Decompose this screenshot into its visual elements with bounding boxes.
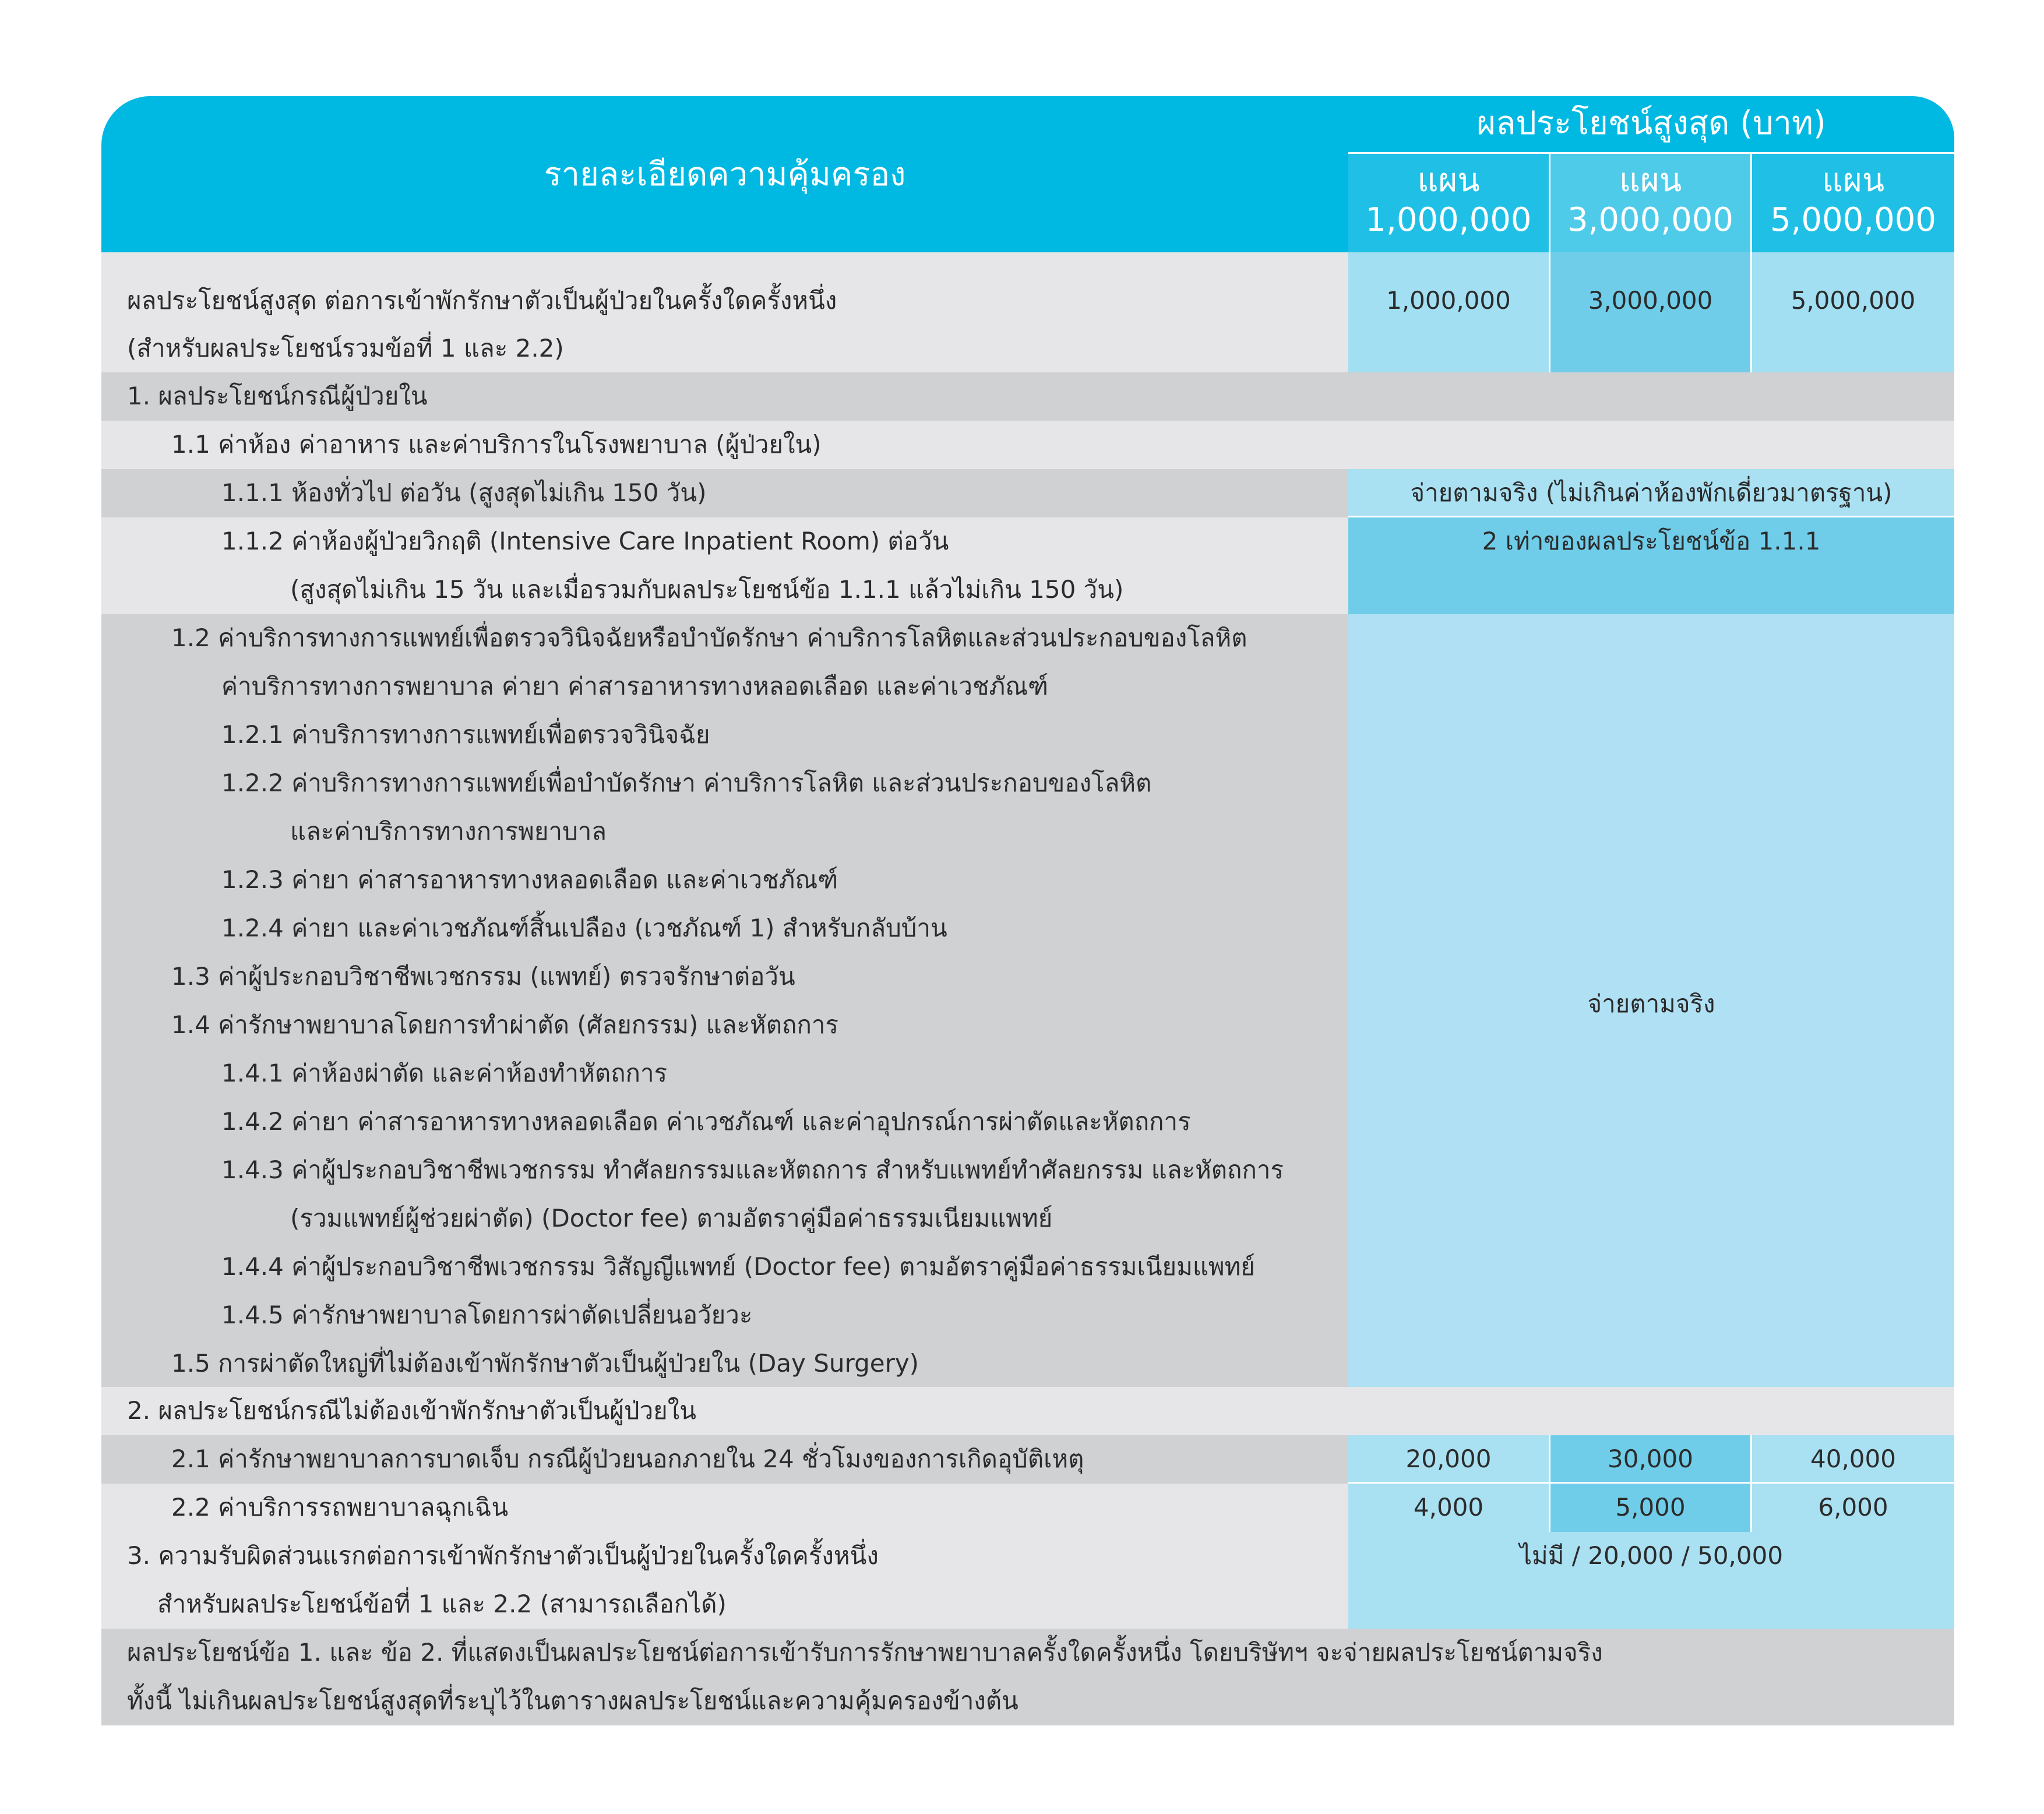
row-2-1-plan-1-value: 20,000 [1405, 1445, 1492, 1473]
row-1-4: 1.4 ค่ารักษาพยาบาลโดยการทำผ่าตัด (ศัลยกรรม) และหัตถการ [171, 1010, 839, 1039]
row-1-4-4: 1.4.4 ค่าผู้ประกอบวิชาชีพเวชกรรม วิสัญญีแพทย์ (Doctor fee) ตามอัตราคู่มือค่าธรรมเนียมแพทย์ [221, 1252, 1255, 1281]
row-2-1-plan-2-value: 30,000 [1608, 1445, 1693, 1473]
row-1-2-line1: 1.2 ค่าบริการทางการแพทย์เพื่อตรวจวินิจฉัยหรือบำบัดรักษา ค่าบริการโลหิตและส่วนประกอบของโลหิต [171, 624, 1247, 652]
max-plan-2-value: 3,000,000 [1588, 286, 1713, 315]
max-plan-1-value: 1,000,000 [1386, 286, 1511, 315]
header-plan-3-label: แผน [1821, 161, 1885, 199]
header-plan-2-label: แผน [1619, 161, 1682, 199]
row-1-1-2-label-line1: 1.1.2 ค่าห้องผู้ป่วยวิกฤติ (Intensive Care Inpatient Room) ต่อวัน [221, 527, 949, 555]
footnote-line2: ทั้งนี้ ไม่เกินผลประโยชน์สูงสุดที่ระบุไว้ในตารางผลประโยชน์และความคุ้มครองข้างต้น [127, 1686, 1019, 1715]
header-max-benefit-title: ผลประโยชน์สูงสุด (บาท) [1476, 104, 1826, 142]
row-1-3: 1.3 ค่าผู้ประกอบวิชาชีพเวชกรรม (แพทย์) ตรวจรักษาต่อวัน [171, 962, 795, 991]
block-value: จ่ายตามจริง [1587, 989, 1715, 1018]
header-plan-1-label: แผน [1417, 161, 1480, 199]
row-1-5: 1.5 การผ่าตัดใหญ่ที่ไม่ต้องเข้าพักรักษาตัวเป็นผู้ป่วยใน (Day Surgery) [171, 1349, 919, 1378]
row-1-1-2-label-line2: (สูงสุดไม่เกิน 15 วัน และเมื่อรวมกับผลประโยชน์ข้อ 1.1.1 แล้วไม่เกิน 150 วัน) [290, 575, 1124, 604]
row-1-4-1: 1.4.1 ค่าห้องผ่าตัด และค่าห้องทำหัตถการ [221, 1059, 668, 1087]
section-2-title: 2. ผลประโยชน์กรณีไม่ต้องเข้าพักรักษาตัวเป็นผู้ป่วยใน [127, 1396, 696, 1425]
header-plan-1-amount: 1,000,000 [1365, 201, 1532, 239]
row-1-4-2: 1.4.2 ค่ายา ค่าสารอาหารทางหลอดเลือด ค่าเวชภัณฑ์ และค่าอุปกรณ์การผ่าตัดและหัตถการ [221, 1107, 1191, 1136]
header-plan-3-amount: 5,000,000 [1770, 201, 1936, 239]
row-1-1-1-value: จ่ายตามจริง (ไม่เกินค่าห้องพักเดี่ยวมาตรฐาน) [1410, 478, 1893, 507]
max-benefit-label-line2: (สำหรับผลประโยชน์รวมข้อที่ 1 และ 2.2) [127, 334, 564, 362]
section-3-title-line1: 3. ความรับผิดส่วนแรกต่อการเข้าพักรักษาตัวเป็นผู้ป่วยในครั้งใดครั้งหนึ่ง [127, 1541, 879, 1570]
row-2-2-plan-1-value: 4,000 [1413, 1493, 1484, 1521]
row-2-1-plan-3-value: 40,000 [1810, 1445, 1896, 1473]
footnote-line1: ผลประโยชน์ข้อ 1. และ ข้อ 2. ที่แสดงเป็นผลประโยชน์ต่อการเข้ารับการรักษาพยาบาลครั้งใดครั้งหนึ่ง โดยบริษัทฯ จะจ่ายผลประโยชน์ตามจริง [127, 1638, 1603, 1667]
row-1-1-2-value: 2 เท่าของผลประโยชน์ข้อ 1.1.1 [1482, 527, 1821, 555]
row-1-4-3-line2: (รวมแพทย์ผู้ช่วยผ่าตัด) (Doctor fee) ตามอัตราคู่มือค่าธรรมเนียมแพทย์ [290, 1204, 1053, 1232]
max-benefit-label-line1: ผลประโยชน์สูงสุด ต่อการเข้าพักรักษาตัวเป็นผู้ป่วยในครั้งใดครั้งหนึ่ง [127, 286, 837, 315]
row-1-2-3: 1.2.3 ค่ายา ค่าสารอาหารทางหลอดเลือด และค่าเวชภัณฑ์ [221, 865, 838, 894]
section-3-title-line2: สำหรับผลประโยชน์ข้อที่ 1 และ 2.2 (สามารถเลือกได้) [157, 1590, 727, 1618]
row-2-2-plan-2-value: 5,000 [1615, 1493, 1686, 1521]
row-1-1-1-label: 1.1.1 ห้องทั่วไป ต่อวัน (สูงสุดไม่เกิน 150 วัน) [221, 478, 707, 507]
max-plan-3-value: 5,000,000 [1791, 286, 1916, 315]
header-detail-title: รายละเอียดความคุ้มครอง [544, 156, 906, 193]
row-2-2-plan-3-value: 6,000 [1818, 1493, 1888, 1521]
row-1-2-4: 1.2.4 ค่ายา และค่าเวชภัณฑ์สิ้นเปลือง (เวชภัณฑ์ 1) สำหรับกลับบ้าน [221, 914, 947, 942]
section-1-title: 1. ผลประโยชน์กรณีผู้ป่วยใน [127, 382, 428, 410]
row-2-1-label: 2.1 ค่ารักษาพยาบาลการบาดเจ็บ กรณีผู้ป่วยนอกภายใน 24 ชั่วโมงของการเกิดอุบัติเหตุ [171, 1445, 1084, 1473]
row-2-2-label: 2.2 ค่าบริการรถพยาบาลฉุกเฉิน [171, 1493, 509, 1521]
row-1-2-1: 1.2.1 ค่าบริการทางการแพทย์เพื่อตรวจวินิจฉัย [221, 720, 710, 749]
row-1-2-line2: ค่าบริการทางการพยาบาล ค่ายา ค่าสารอาหารทางหลอดเลือด และค่าเวชภัณฑ์ [221, 672, 1048, 700]
header-plan-2-amount: 3,000,000 [1567, 201, 1733, 239]
row-1-1-label: 1.1 ค่าห้อง ค่าอาหาร และค่าบริการในโรงพยาบาล (ผู้ป่วยใน) [171, 430, 822, 459]
row-1-2-2-line2: และค่าบริการทางการพยาบาล [290, 817, 607, 846]
row-1-2-2-line1: 1.2.2 ค่าบริการทางการแพทย์เพื่อบำบัดรักษา ค่าบริการโลหิต และส่วนประกอบของโลหิต [221, 769, 1152, 797]
section-3-value: ไม่มี / 20,000 / 50,000 [1519, 1541, 1784, 1570]
row-1-4-5: 1.4.5 ค่ารักษาพยาบาลโดยการผ่าตัดเปลี่ยนอวัยวะ [221, 1301, 753, 1329]
row-1-4-3-line1: 1.4.3 ค่าผู้ประกอบวิชาชีพเวชกรรม ทำศัลยกรรมและหัตถการ สำหรับแพทย์ทำศัลยกรรม และหัตถการ [221, 1156, 1284, 1184]
